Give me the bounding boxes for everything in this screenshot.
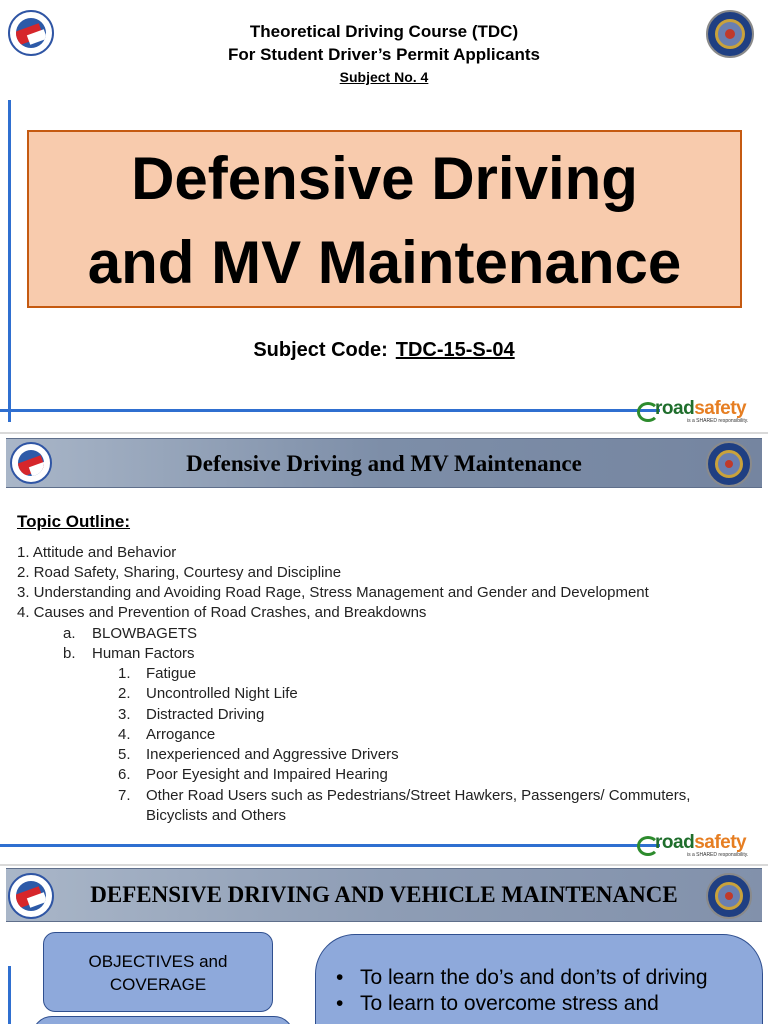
- subject-number: Subject No. 4: [339, 69, 429, 85]
- factor-text: Poor Eyesight and Impaired Hearing: [146, 766, 388, 783]
- main-title-line-2: and MV Maintenance: [87, 229, 682, 296]
- objectives-coverage-box[interactable]: [43, 932, 273, 1012]
- factor-text: Other Road Users such as Pedestrians/Street Hawkers, Passengers/ Commuters,: [146, 787, 691, 804]
- slide-banner: [6, 868, 762, 922]
- logo-word-road: road: [655, 832, 695, 853]
- factor-text: Fatigue: [146, 665, 197, 682]
- subject-code-value: TDC-15-S-04: [395, 339, 515, 361]
- subject-code-label: Subject Code:: [253, 339, 388, 361]
- secondary-box[interactable]: [32, 1016, 294, 1024]
- slide-topic-outline: [0, 434, 768, 864]
- banner-title: Defensive Driving and MV Maintenance: [186, 451, 582, 476]
- factor-text: Arrogance: [146, 726, 216, 743]
- course-subtitle: For Student Driver’s Permit Applicants: [227, 45, 541, 64]
- factor-text: Distracted Driving: [146, 706, 265, 723]
- factor-marker: 4.: [118, 726, 131, 743]
- bullet-item: [336, 966, 708, 990]
- accent-horizontal-line: [0, 844, 660, 847]
- subtopic-text: Human Factors: [92, 645, 195, 662]
- bullet-text: To learn the do’s and don’ts of driving: [360, 966, 708, 989]
- factor-marker: 5.: [118, 746, 131, 763]
- accent-horizontal-line: [0, 409, 660, 412]
- course-title: Theoretical Driving Course (TDC): [249, 22, 519, 41]
- topic-outline-heading: Topic Outline:: [17, 512, 131, 531]
- bullet-dot-icon: •: [336, 992, 344, 1015]
- slide-title: [0, 0, 768, 432]
- accent-vertical-line: [8, 966, 11, 1024]
- topic-item: 3. Understanding and Avoiding Road Rage, Stress Management and Gender and Development: [17, 584, 649, 601]
- topic-item: 2. Road Safety, Sharing, Courtesy and Discipline: [17, 564, 342, 581]
- topic-item: 1. Attitude and Behavior: [17, 544, 177, 561]
- factor-marker: 3.: [118, 706, 131, 723]
- factor-text: Uncontrolled Night Life: [146, 685, 298, 702]
- main-title-line-1: Defensive Driving: [131, 145, 638, 212]
- factor-text-continued: Bicyclists and Others: [146, 807, 287, 824]
- slide-banner: [6, 438, 762, 488]
- objectives-bullet-box: [315, 934, 763, 1024]
- factor-marker: 6.: [118, 766, 131, 783]
- factor-text: Inexperienced and Aggressive Drivers: [146, 746, 399, 763]
- bullet-dot-icon: •: [336, 966, 344, 989]
- logo-word-safety: safety: [694, 832, 747, 853]
- factor-marker: 2.: [118, 685, 131, 702]
- lto-seal-icon: [706, 873, 752, 919]
- subtopic-marker: a.: [63, 625, 76, 642]
- main-title-box: [27, 130, 742, 308]
- logo-tagline: is a SHARED responsibility.: [687, 852, 749, 858]
- subtopic-text: BLOWBAGETS: [92, 625, 198, 642]
- accent-vertical-line: [8, 100, 11, 422]
- road-safety-logo: [637, 399, 762, 425]
- bullet-item: [336, 992, 659, 1016]
- subject-code: [0, 339, 768, 362]
- bullet-text: To learn to overcome stress and: [360, 992, 659, 1015]
- slide-objectives: [0, 866, 768, 1024]
- subtopic-marker: b.: [63, 645, 76, 662]
- objectives-label-line-1: OBJECTIVES and: [88, 952, 228, 971]
- road-safety-logo: [637, 833, 762, 859]
- logo-tagline: is a SHARED responsibility.: [687, 418, 749, 424]
- factor-marker: 7.: [118, 787, 131, 804]
- factor-marker: 1.: [118, 665, 131, 682]
- lto-seal-icon: [706, 441, 752, 487]
- logo-word-road: road: [655, 398, 695, 419]
- logo-word-safety: safety: [694, 398, 747, 419]
- topic-item: 4. Causes and Prevention of Road Crashes, and Breakdowns: [17, 604, 427, 621]
- banner-title: DEFENSIVE DRIVING AND VEHICLE MAINTENANCE: [90, 882, 678, 907]
- objectives-label-line-2: COVERAGE: [109, 975, 207, 994]
